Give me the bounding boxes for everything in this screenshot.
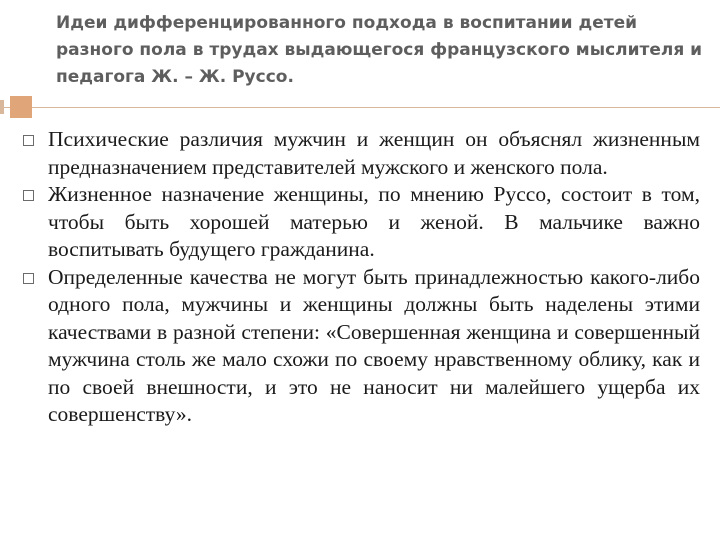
bullet-text: Жизненное назначение женщины, по мнению Руссо, состоит в том, чтобы быть хорошей матерью и женой. В мальчике важно воспитывать будущего гражданина. bbox=[48, 182, 700, 261]
square-bullet-icon bbox=[23, 273, 34, 284]
bullet-text: Психические различия мужчин и женщин он объяснял жизненным предназначением представителей мужского и женского пола. bbox=[48, 127, 700, 179]
accent-divider-line bbox=[0, 107, 720, 108]
square-bullet-icon bbox=[23, 190, 34, 201]
bullet-text: Определенные качества не могут быть принадлежностью какого-либо одного пола, мужчины и женщины должны быть наделены этими качествами в разной степени: «Совершенная женщина и совершенный мужчина столь же мало схожи по своему нравственному облику, как и по своей внешности, и это не наносит ни малейшего ущерба их совершенству». bbox=[48, 264, 700, 426]
accent-square bbox=[10, 96, 32, 118]
bullet-item bbox=[20, 181, 700, 264]
square-bullet-icon bbox=[23, 135, 34, 146]
bullet-list bbox=[20, 126, 700, 429]
slide-title: Идеи дифференцированного подхода в воспитании детей разного пола в трудах выдающегося французского мыслителя и педагога Ж. – Ж. Руссо. bbox=[56, 13, 703, 87]
bullet-item bbox=[20, 126, 700, 181]
bullet-item bbox=[20, 264, 700, 429]
accent-divider-tick bbox=[0, 100, 4, 114]
